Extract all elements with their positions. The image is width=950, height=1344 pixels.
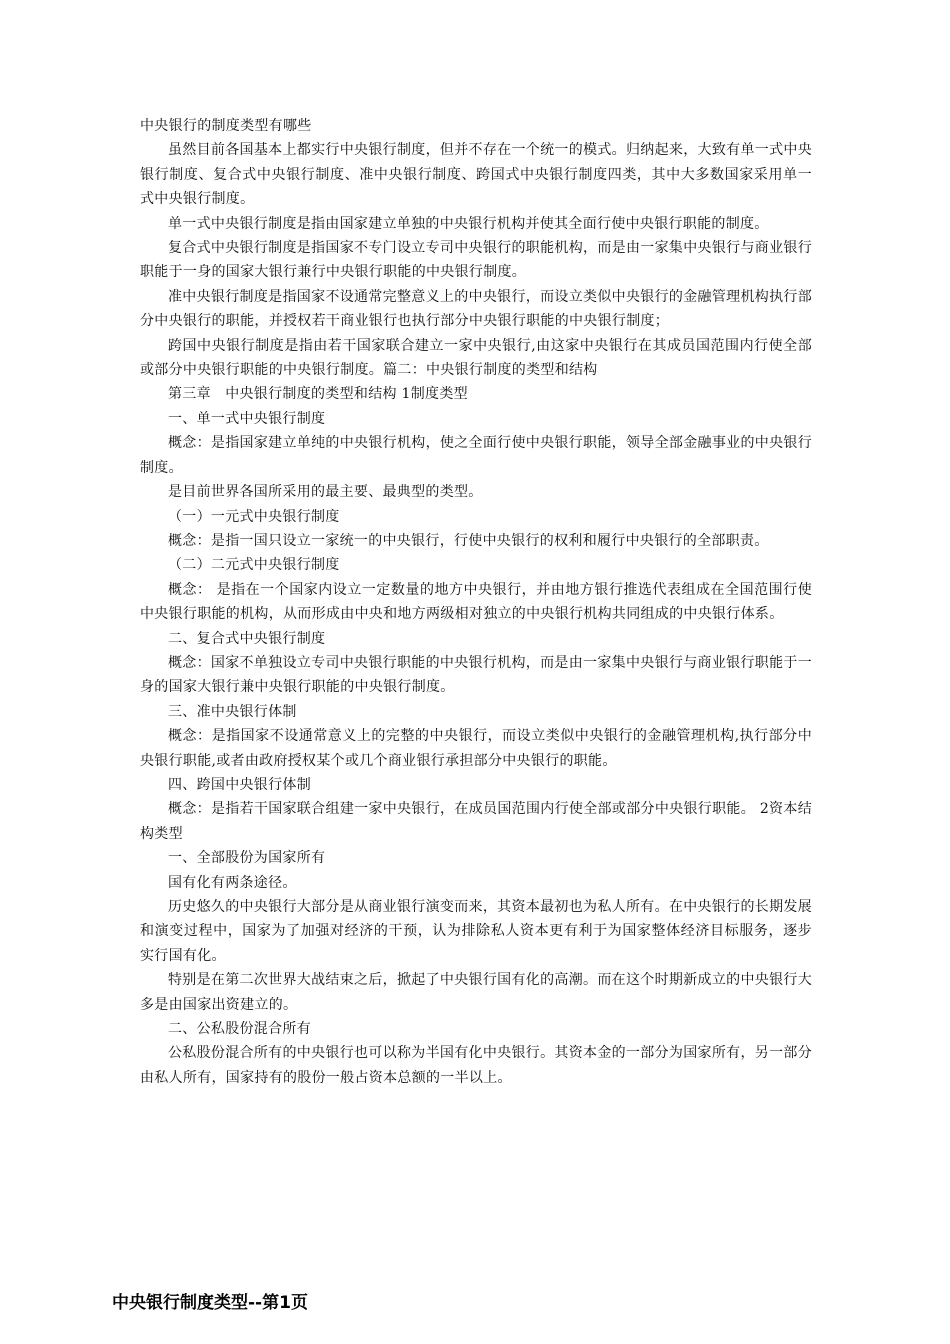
paragraph: 单一式中央银行制度是指由国家建立单独的中央银行机构并使其全面行使中央银行职能的制度。 xyxy=(168,215,769,232)
paragraph: 公私股份混合所有的中央银行也可以称为半国有化中央银行。其资本金的一部分为国家所有，另一部分由私人所有，国家持有的股份一般占资本总额的一半以上。 xyxy=(140,1045,812,1086)
document-body xyxy=(140,114,812,1090)
paragraph: 概念： 是指在一个国家内设立一定数量的地方中央银行，并由地方银行推选代表组成在全国范围行使中央银行职能的机构，从而形成由中央和地方两级相对独立的中央银行机构共同组成的中央银行体系。 xyxy=(140,581,812,623)
document-title: 中央银行的制度类型有哪些 xyxy=(140,118,312,134)
paragraph: 跨国中央银行制度是指由若干国家联合建立一家中央银行,由这家中央银行在其成员国范围内行使全部或部分中央银行职能的中央银行制度。篇二：中央银行制度的类型和结构 xyxy=(140,337,812,379)
paragraph: 虽然目前各国基本上都实行中央银行制度，但并不存在一个统一的模式。归纳起来，大致有单一式中央银行制度、复合式中央银行制度、准中央银行制度、跨国式中央银行制度四类，其中大多数国家采用单一式中央银行制度。 xyxy=(140,142,812,208)
paragraph: 概念：是指若干国家联合组建一家中央银行，在成员国范围内行使全部或部分中央银行职能。 2资本结构类型 xyxy=(140,801,812,842)
subsection-heading: （一）一元式中央银行制度 xyxy=(168,508,340,525)
paragraph: 历史悠久的中央银行大部分是从商业银行演变而来，其资本最初也为私人所有。在中央银行的长期发展和演变过程中，国家为了加强对经济的干预，认为排除私人资本更有利于为国家整体经济目标服务，逐步实行国有化。 xyxy=(140,899,812,964)
paragraph: 是目前世界各国所采用的最主要、最典型的类型。 xyxy=(168,484,483,501)
paragraph: 概念：国家不单独设立专司中央银行职能的中央银行机构，而是由一家集中央银行与商业银行职能于一身的国家大银行兼中央银行职能的中央银行制度。 xyxy=(140,654,812,696)
section-heading: 四、跨国中央银行体制 xyxy=(168,776,311,793)
paragraph: 概念：是指一国只设立一家统一的中央银行，行使中央银行的权利和履行中央银行的全部职责。 xyxy=(168,532,769,549)
paragraph: 复合式中央银行制度是指国家不专门设立专司中央银行的职能机构，而是由一家集中央银行与商业银行职能于一身的国家大银行兼行中央银行职能的中央银行制度。 xyxy=(140,240,812,281)
paragraph: 概念：是指国家不设通常意义上的完整的中央银行，而设立类似中央银行的金融管理机构,执行部分中央银行职能,或者由政府授权某个或几个商业银行承担部分中央银行的职能。 xyxy=(140,728,812,769)
paragraph: 准中央银行制度是指国家不设通常完整意义上的中央银行，而设立类似中央银行的金融管理机构执行部分中央银行的职能，并授权若干商业银行也执行部分中央银行职能的中央银行制度； xyxy=(140,288,812,330)
paragraph: 概念：是指国家建立单纯的中央银行机构，使之全面行使中央银行职能，领导全部金融事业的中央银行制度。 xyxy=(140,435,812,476)
section-heading: 二、复合式中央银行制度 xyxy=(168,630,326,647)
section-heading: 二、公私股份混合所有 xyxy=(168,1021,311,1038)
section-heading: 一、单一式中央银行制度 xyxy=(168,410,326,427)
page-footer: 中央银行制度类型--第1页 xyxy=(112,1293,308,1313)
section-heading: 三、准中央银行体制 xyxy=(168,703,297,720)
chapter-heading: 第三章 中央银行制度的类型和结构 1制度类型 xyxy=(168,386,468,403)
subsection-heading: （二）二元式中央银行制度 xyxy=(168,557,340,574)
paragraph: 国有化有两条途径。 xyxy=(168,874,297,891)
paragraph: 特别是在第二次世界大战结束之后，掀起了中央银行国有化的高潮。而在这个时期新成立的中央银行大多是由国家出资建立的。 xyxy=(140,972,812,1013)
section-heading: 一、全部股份为国家所有 xyxy=(168,850,326,867)
